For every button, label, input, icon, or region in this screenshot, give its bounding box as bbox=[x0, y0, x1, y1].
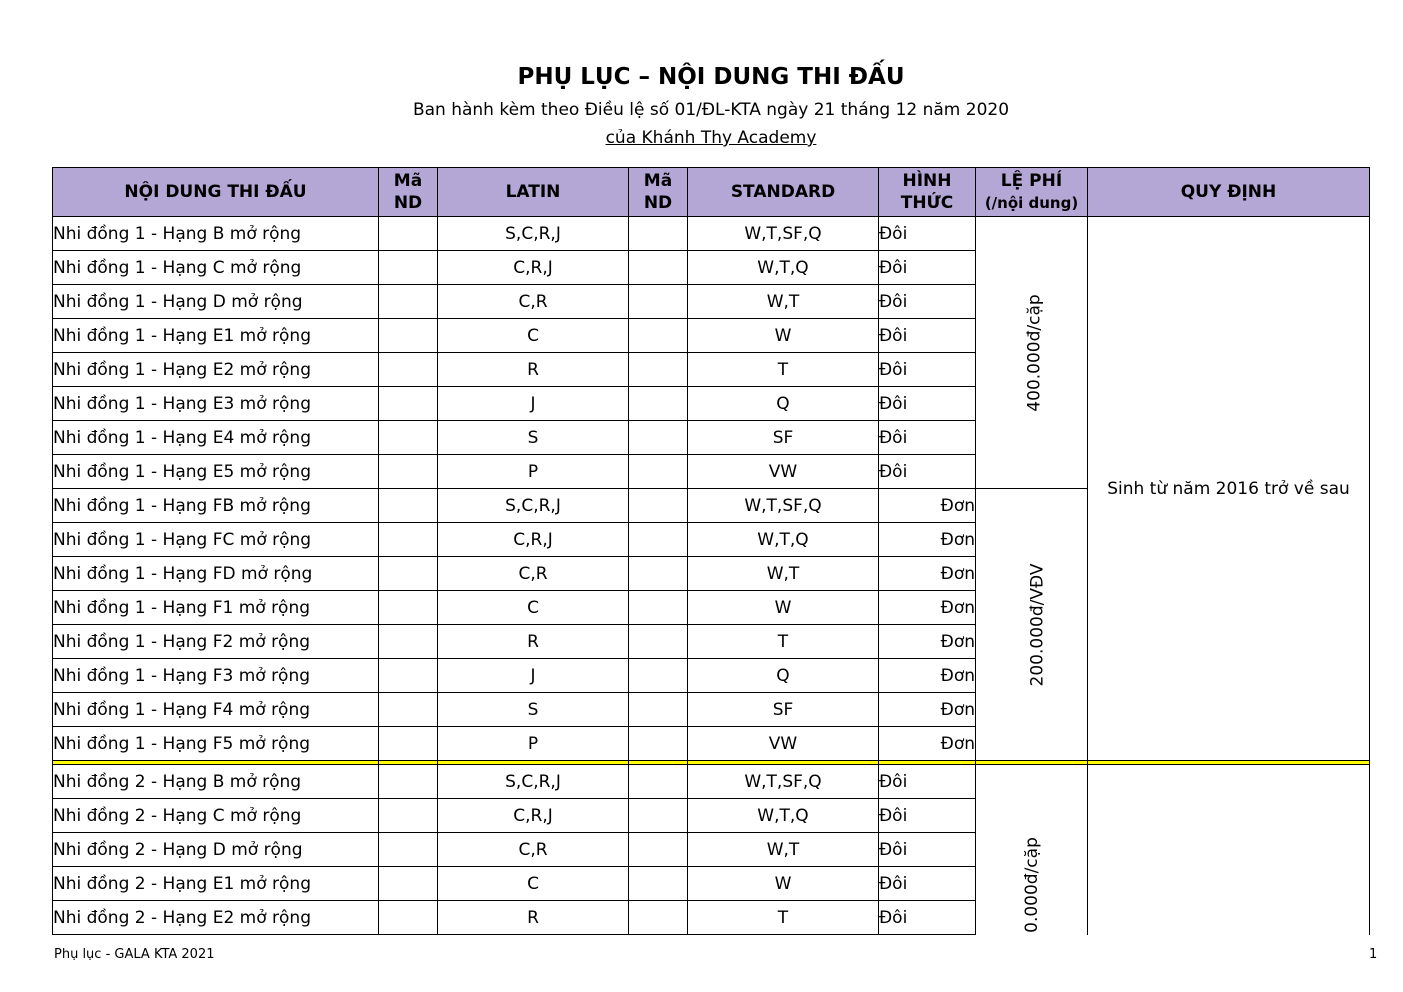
row-standard: T bbox=[688, 901, 879, 935]
row-standard: W,T bbox=[688, 833, 879, 867]
row-standard: W,T,SF,Q bbox=[688, 489, 879, 523]
row-code-latin bbox=[379, 285, 438, 319]
row-form: Đơn bbox=[879, 523, 976, 557]
row-latin: R bbox=[438, 901, 629, 935]
row-form: Đơn bbox=[879, 727, 976, 761]
header-standard: STANDARD bbox=[688, 168, 879, 217]
row-latin: C,R,J bbox=[438, 251, 629, 285]
row-code-standard bbox=[629, 217, 688, 251]
row-code-latin bbox=[379, 765, 438, 799]
row-code-standard bbox=[629, 799, 688, 833]
row-form: Đơn bbox=[879, 693, 976, 727]
row-content: Nhi đồng 1 - Hạng F5 mở rộng bbox=[53, 727, 379, 761]
header-content: NỘI DUNG THI ĐẤU bbox=[53, 168, 379, 217]
row-code-latin bbox=[379, 319, 438, 353]
row-code-standard bbox=[629, 557, 688, 591]
row-content: Nhi đồng 1 - Hạng B mở rộng bbox=[53, 217, 379, 251]
row-content: Nhi đồng 1 - Hạng D mở rộng bbox=[53, 285, 379, 319]
row-code-latin bbox=[379, 867, 438, 901]
row-standard: SF bbox=[688, 421, 879, 455]
row-content: Nhi đồng 1 - Hạng F1 mở rộng bbox=[53, 591, 379, 625]
page-title: PHỤ LỤC – NỘI DUNG THI ĐẤU bbox=[517, 64, 905, 90]
row-latin: R bbox=[438, 353, 629, 387]
row-code-latin bbox=[379, 799, 438, 833]
row-standard: W bbox=[688, 591, 879, 625]
row-code-latin bbox=[379, 489, 438, 523]
row-content: Nhi đồng 2 - Hạng C mở rộng bbox=[53, 799, 379, 833]
table-row bbox=[53, 217, 1370, 251]
competition-table bbox=[52, 167, 1370, 935]
row-code-latin bbox=[379, 591, 438, 625]
row-form: Đơn bbox=[879, 591, 976, 625]
table-row bbox=[53, 765, 1370, 799]
row-standard: Q bbox=[688, 387, 879, 421]
row-code-standard bbox=[629, 765, 688, 799]
row-standard: W,T,SF,Q bbox=[688, 217, 879, 251]
row-code-latin bbox=[379, 353, 438, 387]
row-content: Nhi đồng 1 - Hạng FD mở rộng bbox=[53, 557, 379, 591]
row-latin: S bbox=[438, 693, 629, 727]
row-code-standard bbox=[629, 353, 688, 387]
row-form: Đơn bbox=[879, 489, 976, 523]
row-form: Đôi bbox=[879, 455, 976, 489]
rule-cell: Sinh từ năm 2016 trở về sau bbox=[1088, 217, 1370, 761]
row-form: Đôi bbox=[879, 285, 976, 319]
row-latin: C bbox=[438, 319, 629, 353]
row-latin: R bbox=[438, 625, 629, 659]
row-content: Nhi đồng 1 - Hạng E5 mở rộng bbox=[53, 455, 379, 489]
row-code-standard bbox=[629, 387, 688, 421]
row-content: Nhi đồng 1 - Hạng E3 mở rộng bbox=[53, 387, 379, 421]
row-standard: T bbox=[688, 625, 879, 659]
row-form: Đôi bbox=[879, 387, 976, 421]
row-code-standard bbox=[629, 833, 688, 867]
row-code-standard bbox=[629, 523, 688, 557]
row-code-standard bbox=[629, 421, 688, 455]
row-form: Đôi bbox=[879, 421, 976, 455]
row-form: Đôi bbox=[879, 765, 976, 799]
row-standard: W,T bbox=[688, 557, 879, 591]
row-code-latin bbox=[379, 727, 438, 761]
row-code-standard bbox=[629, 251, 688, 285]
row-standard: W,T,Q bbox=[688, 799, 879, 833]
table-body bbox=[53, 217, 1370, 935]
row-code-latin bbox=[379, 523, 438, 557]
row-content: Nhi đồng 1 - Hạng F3 mở rộng bbox=[53, 659, 379, 693]
footer-label: Phụ lục - GALA KTA 2021 bbox=[54, 947, 215, 962]
row-code-standard bbox=[629, 489, 688, 523]
row-latin: S,C,R,J bbox=[438, 765, 629, 799]
row-standard: VW bbox=[688, 727, 879, 761]
row-content: Nhi đồng 2 - Hạng E1 mở rộng bbox=[53, 867, 379, 901]
header-code-standard: Mã ND bbox=[629, 168, 688, 217]
row-code-standard bbox=[629, 693, 688, 727]
row-content: Nhi đồng 1 - Hạng E4 mở rộng bbox=[53, 421, 379, 455]
row-latin: C,R,J bbox=[438, 799, 629, 833]
row-code-latin bbox=[379, 387, 438, 421]
row-standard: Q bbox=[688, 659, 879, 693]
row-standard: W,T bbox=[688, 285, 879, 319]
header-form: HÌNH THỨC bbox=[879, 168, 976, 217]
row-latin: S,C,R,J bbox=[438, 489, 629, 523]
row-latin: J bbox=[438, 387, 629, 421]
row-form: Đôi bbox=[879, 217, 976, 251]
row-content: Nhi đồng 1 - Hạng FC mở rộng bbox=[53, 523, 379, 557]
row-latin: S,C,R,J bbox=[438, 217, 629, 251]
row-standard: SF bbox=[688, 693, 879, 727]
header-latin: LATIN bbox=[438, 168, 629, 217]
fee-pair-cell bbox=[976, 217, 1088, 489]
row-code-standard bbox=[629, 285, 688, 319]
header-rule: QUY ĐỊNH bbox=[1088, 168, 1370, 217]
row-code-standard bbox=[629, 659, 688, 693]
row-form: Đôi bbox=[879, 251, 976, 285]
row-content: Nhi đồng 2 - Hạng B mở rộng bbox=[53, 765, 379, 799]
row-content: Nhi đồng 2 - Hạng D mở rộng bbox=[53, 833, 379, 867]
row-code-latin bbox=[379, 217, 438, 251]
row-code-latin bbox=[379, 693, 438, 727]
rule-cell-2 bbox=[1088, 765, 1370, 935]
row-form: Đơn bbox=[879, 557, 976, 591]
row-form: Đơn bbox=[879, 625, 976, 659]
row-code-standard bbox=[629, 727, 688, 761]
table-header-row bbox=[53, 168, 1370, 217]
row-form: Đôi bbox=[879, 353, 976, 387]
row-latin: P bbox=[438, 727, 629, 761]
row-form: Đôi bbox=[879, 867, 976, 901]
header-fee: LỆ PHÍ (/nội dung) bbox=[976, 168, 1088, 217]
row-code-latin bbox=[379, 625, 438, 659]
row-standard: W bbox=[688, 867, 879, 901]
header-code-latin: Mã ND bbox=[379, 168, 438, 217]
row-code-latin bbox=[379, 455, 438, 489]
row-latin: P bbox=[438, 455, 629, 489]
row-code-latin bbox=[379, 833, 438, 867]
row-standard: W,T,Q bbox=[688, 523, 879, 557]
row-latin: S bbox=[438, 421, 629, 455]
row-latin: C bbox=[438, 867, 629, 901]
row-content: Nhi đồng 1 - Hạng E2 mở rộng bbox=[53, 353, 379, 387]
row-form: Đôi bbox=[879, 901, 976, 935]
row-latin: J bbox=[438, 659, 629, 693]
row-code-standard bbox=[629, 591, 688, 625]
row-standard: W bbox=[688, 319, 879, 353]
fee-single-text: 200.000đ/VĐV bbox=[1027, 563, 1048, 686]
fee-pair-cell-2 bbox=[976, 765, 1088, 935]
row-code-standard bbox=[629, 867, 688, 901]
fee-pair-text-2: 0.000đ/cặp bbox=[1021, 836, 1042, 933]
row-code-latin bbox=[379, 659, 438, 693]
row-content: Nhi đồng 1 - Hạng E1 mở rộng bbox=[53, 319, 379, 353]
row-content: Nhi đồng 1 - Hạng F2 mở rộng bbox=[53, 625, 379, 659]
row-form: Đôi bbox=[879, 319, 976, 353]
row-standard: W,T,Q bbox=[688, 251, 879, 285]
row-latin: C,R bbox=[438, 833, 629, 867]
row-content: Nhi đồng 2 - Hạng E2 mở rộng bbox=[53, 901, 379, 935]
row-standard: T bbox=[688, 353, 879, 387]
row-code-standard bbox=[629, 319, 688, 353]
fee-single-cell bbox=[976, 489, 1088, 761]
row-content: Nhi đồng 1 - Hạng F4 mở rộng bbox=[53, 693, 379, 727]
row-latin: C bbox=[438, 591, 629, 625]
row-code-latin bbox=[379, 557, 438, 591]
row-code-standard bbox=[629, 455, 688, 489]
fee-pair-text: 400.000đ/cặp bbox=[1024, 293, 1045, 412]
row-latin: C,R bbox=[438, 557, 629, 591]
page-subtitle-organization: của Khánh Thy Academy bbox=[605, 128, 817, 148]
row-code-latin bbox=[379, 421, 438, 455]
page-subtitle: Ban hành kèm theo Điều lệ số 01/ĐL-KTA ngày 21 tháng 12 năm 2020 bbox=[412, 100, 1010, 120]
row-form: Đơn bbox=[879, 659, 976, 693]
row-standard: W,T,SF,Q bbox=[688, 765, 879, 799]
row-code-latin bbox=[379, 901, 438, 935]
row-standard: VW bbox=[688, 455, 879, 489]
row-form: Đôi bbox=[879, 833, 976, 867]
row-code-standard bbox=[629, 625, 688, 659]
row-latin: C,R bbox=[438, 285, 629, 319]
row-code-standard bbox=[629, 901, 688, 935]
row-content: Nhi đồng 1 - Hạng FB mở rộng bbox=[53, 489, 379, 523]
page-number: 1 bbox=[1369, 947, 1378, 962]
row-content: Nhi đồng 1 - Hạng C mở rộng bbox=[53, 251, 379, 285]
row-form: Đôi bbox=[879, 799, 976, 833]
row-code-latin bbox=[379, 251, 438, 285]
row-latin: C,R,J bbox=[438, 523, 629, 557]
